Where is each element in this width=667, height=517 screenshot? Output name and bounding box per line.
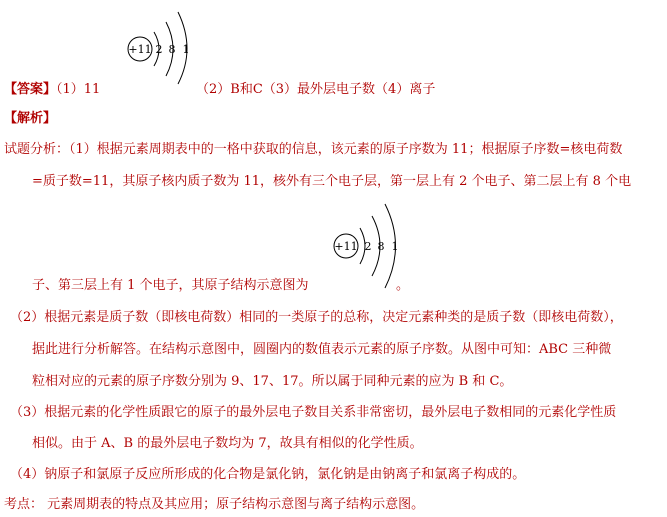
answer-parts-2-4: （2）B和C（3）最外层电子数（4）离子 xyxy=(196,82,436,97)
analysis-p2-line-1: （2）根据元素是质子数（即核电荷数）相同的一类原子的总称，决定元素种类的是质子数（即核电荷数）， xyxy=(10,310,623,325)
nucleus-charge: +11 xyxy=(128,43,152,56)
atomic-structure-diagram-1 xyxy=(124,2,204,86)
electron-count-shell-1: 2 xyxy=(155,43,163,56)
key-points-text: 元素周期表的特点及其应用；原子结构示意图与离子结构示意图。 xyxy=(47,497,425,512)
analysis-label: 【解析】 xyxy=(4,111,57,126)
electron-count-shell-3: 1 xyxy=(182,43,190,56)
electron-count-shell-1: 2 xyxy=(364,240,372,253)
analysis-p2-line-3: 粒相对应的元素的原子序数分别为 9、17、17。所以属于同种元素的应为 B 和 C。 xyxy=(32,374,513,389)
analysis-p2-line-2: 据此进行分析解答。在结构示意图中，圆圈内的数值表示元素的原子序数。从图中可知：ABC 三种微 xyxy=(32,342,612,357)
electron-count-shell-3: 1 xyxy=(391,240,399,253)
answer-part-1: （1）11 xyxy=(56,82,101,97)
analysis-line-3: 子、第三层上有 1 个电子，其原子结构示意图为 xyxy=(32,278,309,293)
analysis-p3-line-2: 相似。由于 A、B 的最外层电子数均为 7，故具有相似的化学性质。 xyxy=(32,436,423,451)
analysis-line-1: 试题分析：（1）根据元素周期表中的一格中获取的信息，该元素的原子序数为 11；根据原子序数=核电荷数 xyxy=(4,142,623,157)
analysis-line-3-end: 。 xyxy=(396,278,410,293)
analysis-p3-line-1: （3）根据元素的化学性质跟它的原子的最外层电子数目关系非常密切，最外层电子数相同的元素化学性质 xyxy=(10,405,617,420)
key-points-label: 考点： xyxy=(4,497,44,512)
answer-label: 【答案】 xyxy=(4,82,57,97)
answer-line xyxy=(4,78,100,97)
key-points-line xyxy=(4,493,424,512)
analysis-p4-line-1: （4）钠原子和氯原子反应所形成的化合物是氯化钠，氯化钠是由钠离子和氯离子构成的。 xyxy=(10,467,526,482)
analysis-line-2: =质子数=11，其原子核内质子数为 11，核外有三个电子层，第一层上有 2 个电子、第二层上有 8 个电 xyxy=(32,174,632,189)
atomic-diagram-svg-1 xyxy=(124,2,204,86)
nucleus-charge: +11 xyxy=(334,240,358,253)
electron-count-shell-2: 8 xyxy=(168,43,176,56)
electron-count-shell-2: 8 xyxy=(377,240,385,253)
